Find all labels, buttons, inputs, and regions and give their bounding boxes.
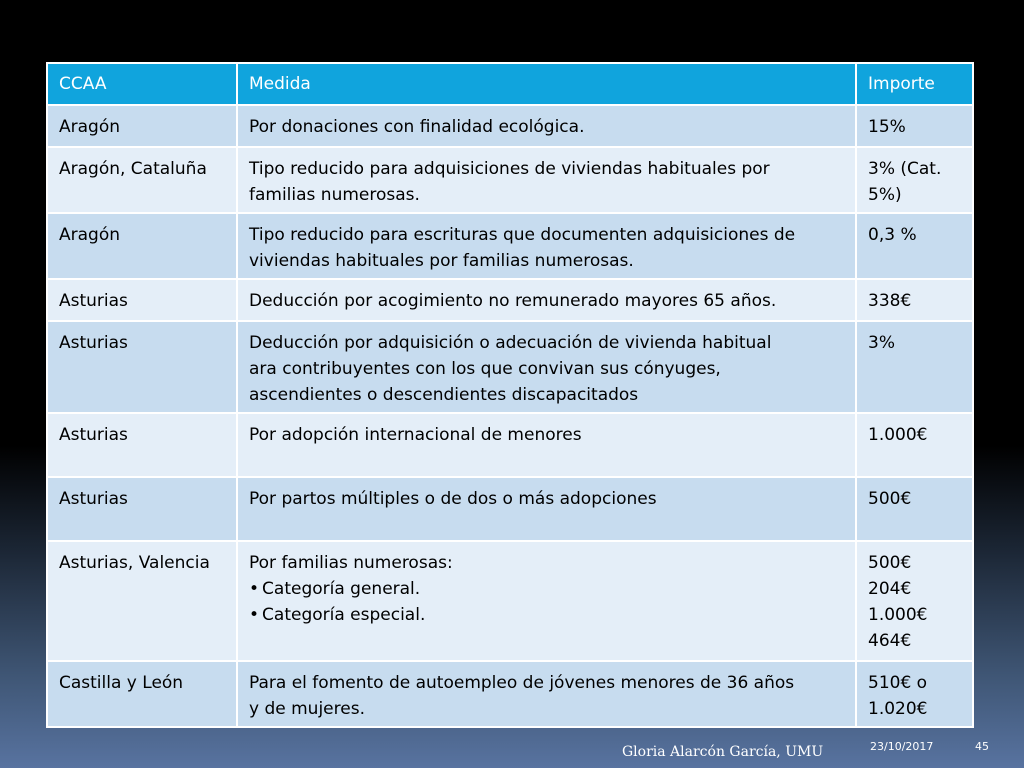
cell-importe	[856, 105, 973, 147]
cell-medida	[237, 213, 856, 279]
footer-date: 23/10/2017	[870, 740, 934, 753]
table-row	[47, 321, 973, 413]
importe-line: 1.020€	[868, 699, 928, 719]
cell-importe	[856, 413, 973, 477]
importe-line: 204€	[868, 579, 912, 599]
table-row	[47, 413, 973, 477]
cell-importe	[856, 213, 973, 279]
cell-ccaa: Asturias	[47, 321, 237, 413]
header-importe: Importe	[856, 63, 973, 105]
importe-line: 5%)	[868, 185, 902, 205]
medida-bullet-item: • Categoría general.	[249, 576, 845, 602]
slide-number: 45	[975, 740, 989, 753]
cell-ccaa: Asturias	[47, 413, 237, 477]
measures-table-container	[46, 62, 972, 728]
importe-line: 500€	[868, 489, 912, 509]
medida-line: Deducción por acogimiento no remunerado mayores 65 años.	[249, 291, 777, 311]
medida-bullet-item: • Categoría especial.	[249, 602, 845, 628]
cell-ccaa: Asturias, Valencia	[47, 541, 237, 661]
cell-ccaa: Castilla y León	[47, 661, 237, 727]
cell-medida	[237, 321, 856, 413]
importe-line: 338€	[868, 291, 912, 311]
medida-line: viviendas habituales por familias numerosas.	[249, 251, 634, 271]
cell-importe	[856, 321, 973, 413]
cell-medida	[237, 147, 856, 213]
medida-line: Por partos múltiples o de dos o más adopciones	[249, 489, 657, 509]
importe-line: 3% (Cat.	[868, 159, 942, 179]
table-row	[47, 279, 973, 321]
cell-importe	[856, 147, 973, 213]
cell-importe	[856, 477, 973, 541]
cell-importe	[856, 279, 973, 321]
table-row	[47, 213, 973, 279]
importe-line: 464€	[868, 631, 912, 651]
measures-table	[46, 62, 974, 728]
cell-ccaa: Aragón	[47, 105, 237, 147]
table-row	[47, 477, 973, 541]
cell-medida	[237, 279, 856, 321]
medida-line: ascendientes o descendientes discapacitados	[249, 385, 639, 405]
cell-ccaa: Aragón, Cataluña	[47, 147, 237, 213]
table-row	[47, 541, 973, 661]
table-row	[47, 147, 973, 213]
medida-line: familias numerosas.	[249, 185, 420, 205]
header-medida: Medida	[237, 63, 856, 105]
medida-line: Deducción por adquisición o adecuación de vivienda habitual	[249, 333, 772, 353]
cell-ccaa: Asturias	[47, 477, 237, 541]
medida-line: Tipo reducido para escrituras que documenten adquisiciones de	[249, 225, 796, 245]
importe-line: 3%	[868, 333, 895, 353]
cell-medida	[237, 413, 856, 477]
medida-line: Por familias numerosas:	[249, 553, 453, 573]
medida-line: Por adopción internacional de menores	[249, 425, 582, 445]
medida-line: Para el fomento de autoempleo de jóvenes menores de 36 años	[249, 673, 795, 693]
table-row	[47, 661, 973, 727]
table-row	[47, 105, 973, 147]
cell-ccaa: Asturias	[47, 279, 237, 321]
cell-medida	[237, 105, 856, 147]
header-ccaa: CCAA	[47, 63, 237, 105]
footer-author: Gloria Alarcón García, UMU	[622, 744, 824, 760]
importe-line: 510€ o	[868, 673, 928, 693]
importe-line: 15%	[868, 117, 906, 137]
medida-line: Por donaciones con finalidad ecológica.	[249, 117, 585, 137]
importe-line: 1.000€	[868, 605, 928, 625]
medida-line: y de mujeres.	[249, 699, 365, 719]
table-header-row	[47, 63, 973, 105]
importe-line: 0,3 %	[868, 225, 917, 245]
cell-importe	[856, 541, 973, 661]
cell-medida	[237, 541, 856, 661]
cell-ccaa: Aragón	[47, 213, 237, 279]
medida-line: ara contribuyentes con los que convivan sus cónyuges,	[249, 359, 721, 379]
importe-line: 500€	[868, 553, 912, 573]
cell-importe	[856, 661, 973, 727]
medida-line: Tipo reducido para adquisiciones de viviendas habituales por	[249, 159, 770, 179]
cell-medida	[237, 477, 856, 541]
importe-line: 1.000€	[868, 425, 928, 445]
cell-medida	[237, 661, 856, 727]
